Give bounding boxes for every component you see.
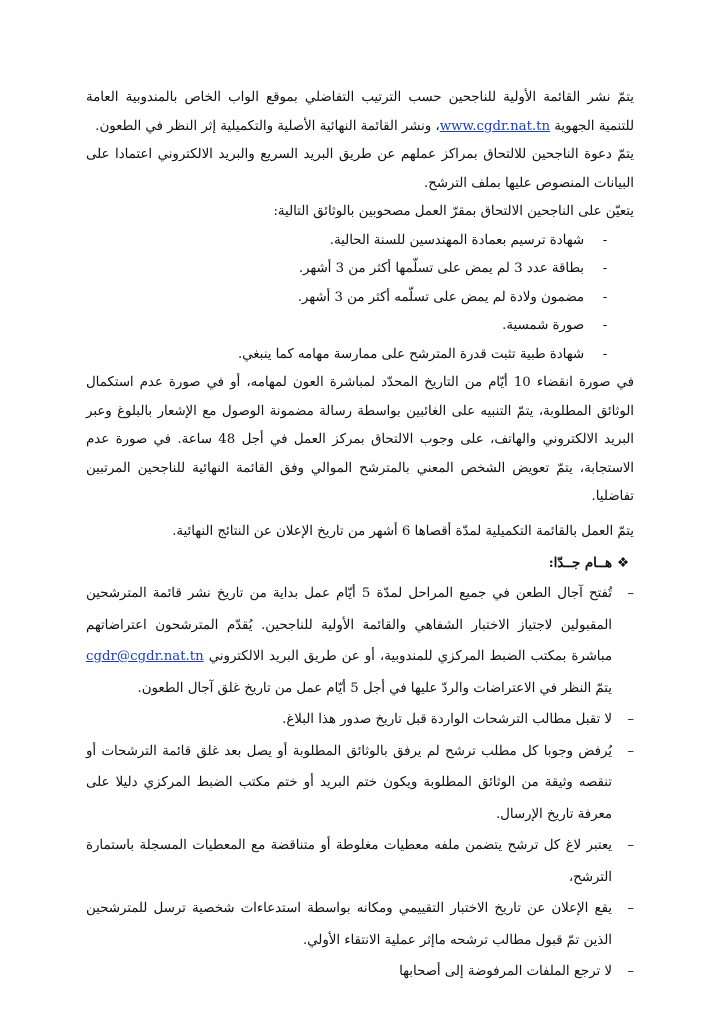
diamond-bullet-icon: ❖ [617, 556, 629, 571]
dash-bullet: – [627, 964, 634, 979]
publication-text-start: يتمّ نشر القائمة الأولية للناجحين حسب الترتيب التفاضلي بموقع الواب الخاص بالمندوبية العامة للتنمية الجهوية [86, 90, 634, 134]
list-item [86, 227, 634, 256]
dash-bullet: - [602, 261, 608, 276]
dash-bullet: - [602, 289, 608, 305]
list-item-text: مضمون ولادة لم يمض على تسلّمه أكثر من 3 أشهر. [297, 289, 584, 305]
dash-bullet: - [602, 232, 608, 248]
email-link[interactable]: cgdr@cgdr.nat.tn [86, 649, 204, 664]
list-item [86, 312, 634, 341]
dash-bullet: – [627, 712, 634, 727]
validity-paragraph: يتمّ العمل بالقائمة التكميلية لمدّة أقصاها 6 أشهر من تاريخ الإعلان عن النتائج النهائية. [172, 523, 634, 539]
list-item-text: يعتبر لاغ كل ترشح يتضمن ملفه معطيات مغلوطة أو متناقضة مع المعطيات المسجلة باستمارة الترشح، [86, 838, 612, 885]
list-item-text: يقع الإعلان عن تاريخ الاختبار التقييمي ومكانه بواسطة استدعاءات شخصية ترسل للمترشحين الذين تمّ قبول مطالب ترشحه ماإثر عملية الانتقاء الأولي. [86, 901, 612, 948]
publication-paragraph [86, 84, 634, 141]
list-item-text: يُرفض وجوبا كل مطلب ترشح لم يرفق بالوثائق المطلوبة أو يصل بعد غلق قائمة الترشحات أو تنقصه وثيقة من الوثائق المطلوبة ويكون ختم البريد أو ختم مكتب الضبط المركزي دليلا على معرفة تاريخ الإرسال. [86, 743, 612, 822]
list-item-text: بطاقة عدد 3 لم يمض على تسلّمها أكثر من 3 أشهر. [298, 261, 584, 276]
dash-bullet: – [627, 743, 634, 759]
required-documents-intro: يتعيّن على الناجحين الالتحاق بمقرّ العمل مصحوبين بالوثائق التالية: [273, 204, 634, 219]
list-item [86, 341, 634, 370]
list-item [86, 956, 634, 988]
list-item [86, 578, 634, 704]
list-item-text: شهادة طبية تثبت قدرة المترشح على ممارسة مهامه كما ينبغي. [237, 346, 584, 362]
deadline-paragraph: في صورة انقضاء 10 أيّام من التاريخ المحدّد لمباشرة العون لمهامه، أو في صورة عدم استكمال الوثائق المطلوبة، يتمّ التنبيه على الغائبين بواسطة رسالة مضمونة الوصول مع الإشعار بالبلوغ وعبر البريد الالكتروني والهاتف، على وجوب الالتحاق بمركز العمل في أجل 48 ساعة. في صورة عدم الاستجابة، يتمّ تعويض الشخص المعني بالمترشح الموالي وفق القائمة النهائية للناجحين المرتبين تفاضليا. [86, 375, 634, 504]
list-item [86, 893, 634, 956]
appeal-text-end: يتمّ النظر في الاعتراضات والردّ عليها في أجل 5 أيّام عمل من تاريخ غلق آجال الطعون. [137, 680, 612, 696]
list-item-text: لا ترجع الملفات المرفوضة إلى أصحابها [399, 964, 612, 979]
invitation-paragraph: يتمّ دعوة الناجحين للالتحاق بمراكز عملهم عن طريق البريد السريع والبريد الالكتروني اعتمادا على البيانات المنصوص عليها بملف الترشح. [86, 147, 634, 191]
list-item [86, 704, 634, 736]
dash-bullet: - [602, 318, 608, 333]
list-item [86, 736, 634, 831]
dash-bullet: – [627, 838, 634, 853]
dash-bullet: – [627, 586, 634, 601]
website-link[interactable]: www.cgdr.nat.tn [439, 118, 551, 134]
important-heading-text: هــام جــدّا: [548, 556, 612, 571]
dash-bullet: - [602, 346, 608, 362]
publication-text-end: ، ونشر القائمة النهائية الأصلية والتكميلية إثر النظر في الطعون. [95, 118, 440, 134]
list-item-text: لا تقبل مطالب الترشحات الواردة قبل تاريخ صدور هذا البلاغ. [282, 712, 612, 727]
appeal-text-start: تُفتح آجال الطعن في جميع المراحل لمدّة 5 أيّام عمل بداية من تاريخ نشر قائمة المترشحين المقبولين لاجتياز الاختبار الشفاهي والقائمة الأولية للناجحين. يُقدّم المترشحون اعتراضاتهم مباشرة بمكتب الضبط المركزي للمندوبية، أو عن طريق البريد الالكتروني [86, 586, 612, 664]
important-notes-list [86, 578, 634, 988]
list-item-text: صورة شمسية. [502, 318, 584, 333]
list-item-text: شهادة ترسيم بعمادة المهندسين للسنة الحالية. [329, 232, 584, 248]
list-item [86, 255, 634, 284]
dash-bullet: – [627, 901, 634, 916]
list-item [86, 830, 634, 893]
important-heading [86, 550, 634, 578]
required-documents-list [86, 227, 634, 370]
list-item [86, 284, 634, 313]
